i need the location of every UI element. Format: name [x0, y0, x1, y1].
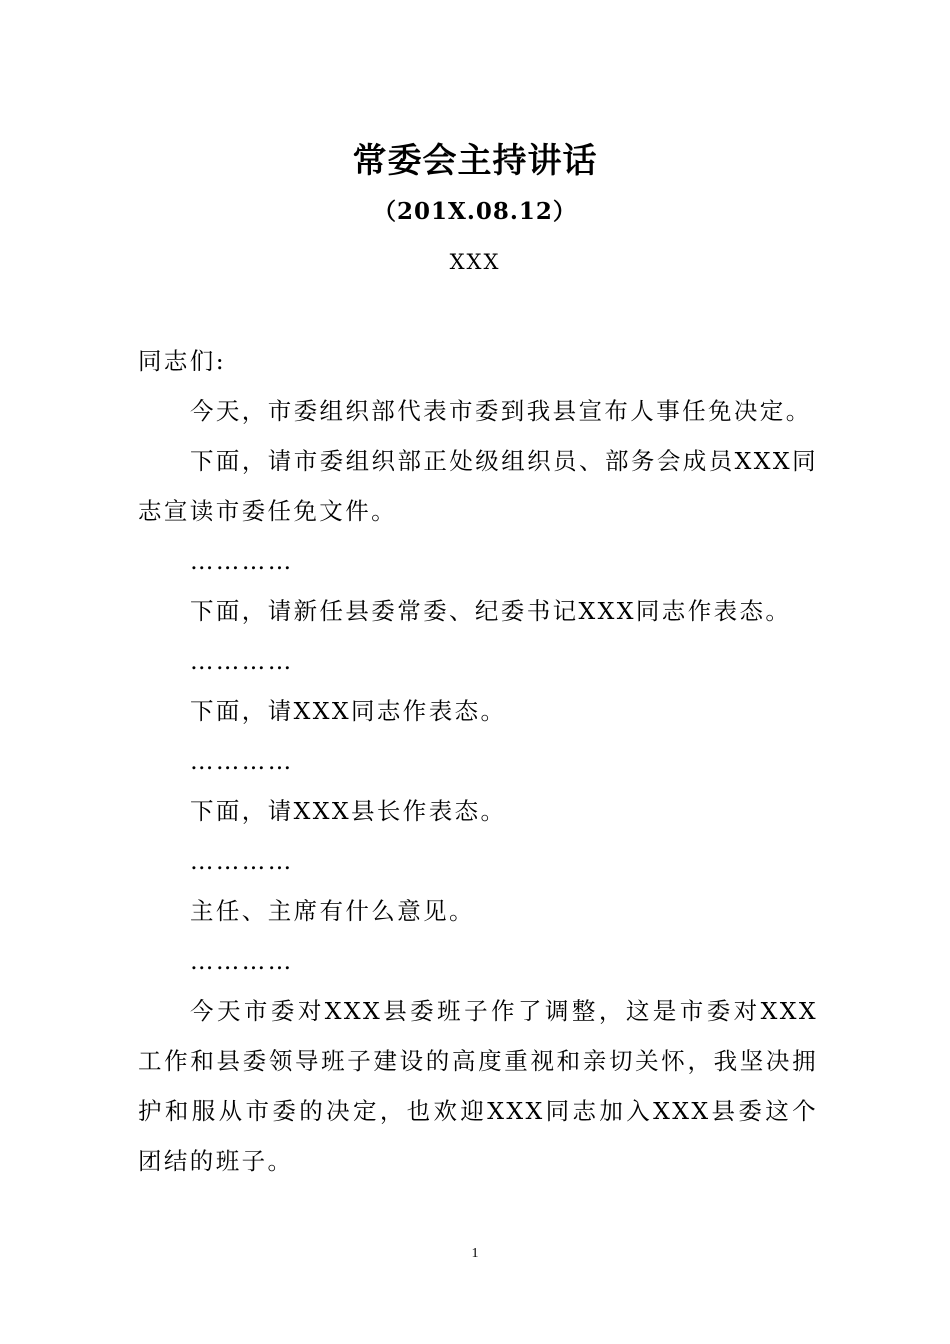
ellipsis-paragraph: …………: [190, 647, 294, 675]
paragraph: 主任、主席有什么意见。: [190, 897, 475, 925]
salutation: 同志们:: [138, 347, 227, 375]
document-author: XXX: [449, 250, 501, 274]
document-title: 常委会主持讲话: [352, 141, 598, 181]
paragraph: 下面，请市委组织部正处级组织员、部务会成员XXX同志宣读市委任免文件。: [138, 447, 818, 525]
page-number: 1: [471, 1246, 479, 1261]
ellipsis-paragraph: …………: [190, 747, 294, 775]
document-body: [138, 336, 818, 1186]
paragraph: 下面，请XXX同志作表态。: [190, 697, 507, 725]
paragraph: 下面，请XXX县长作表态。: [190, 797, 507, 825]
document-date: （201X.08.12）: [373, 198, 577, 225]
ellipsis-paragraph: …………: [190, 847, 294, 875]
ellipsis-paragraph: …………: [190, 547, 294, 575]
paragraph: 今天市委对XXX县委班子作了调整，这是市委对XXX工作和县委领导班子建设的高度重视和亲切关怀，我坚决拥护和服从市委的决定，也欢迎XXX同志加入XXX县委这个团结的班子。: [138, 997, 818, 1175]
paragraph: 下面，请新任县委常委、纪委书记XXX同志作表态。: [190, 597, 792, 625]
paragraph: 今天，市委组织部代表市委到我县宣布人事任免决定。: [190, 397, 812, 425]
ellipsis-paragraph: …………: [190, 947, 294, 975]
